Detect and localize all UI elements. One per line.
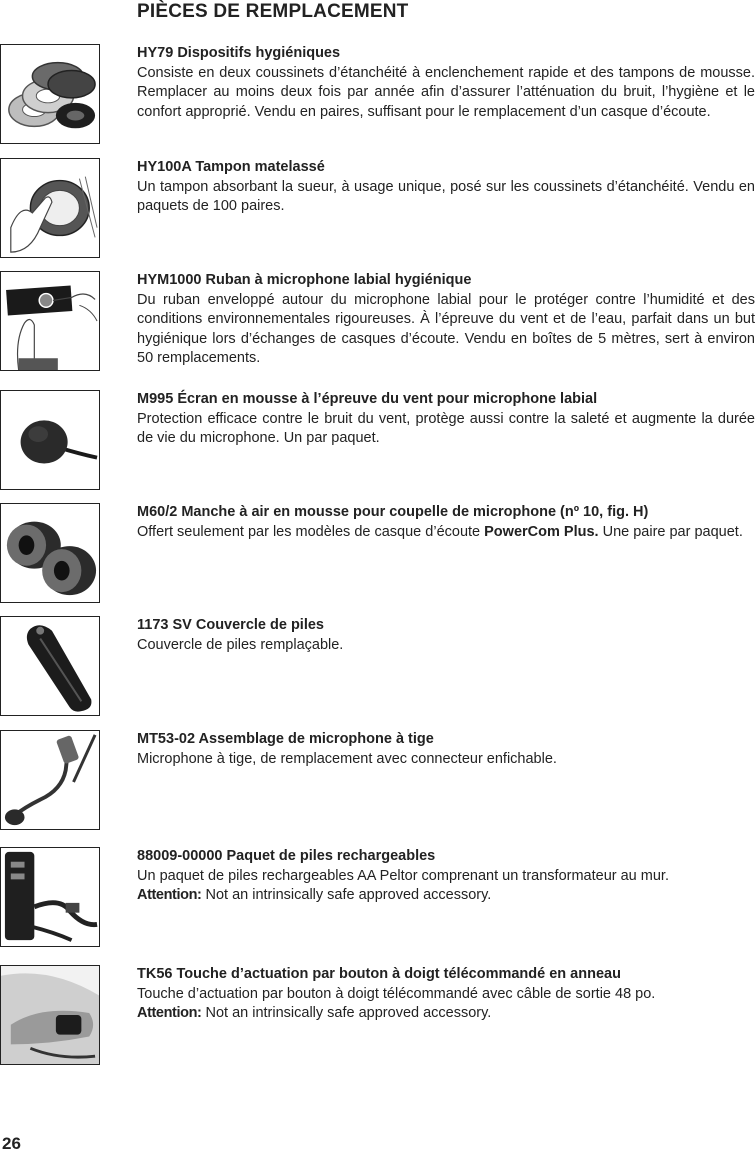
product-heading: 88009-00000 Paquet de piles rechargeables (137, 848, 436, 864)
product-item-mt53-02 (0, 730, 756, 832)
product-description: Microphone à tige, de remplacement avec connecteur enfichable. (137, 750, 557, 767)
product-description: Offert seulement par les modèles de casque d’écoute PowerCom Plus. Une paire par paquet. (137, 523, 743, 540)
foam-windscreen-icon (1, 391, 99, 489)
page-number: 26 (2, 1134, 21, 1153)
product-image (0, 616, 100, 716)
product-heading: MT53-02 Assemblage de microphone à tige (137, 731, 434, 747)
product-heading: M995 Écran en mousse à l’épreuve du vent pour microphone labial (137, 391, 598, 407)
attention-note: Attention: Not an intrinsically safe approved accessory. (137, 887, 492, 903)
finger-ptt-button-icon (1, 966, 99, 1064)
product-image (0, 503, 100, 603)
product-item-1173sv (0, 616, 756, 718)
product-description: Couvercle de piles remplaçable. (137, 636, 344, 653)
battery-charger-icon (1, 848, 99, 946)
product-description: Un tampon absorbant la sueur, à usage unique, posé sur les coussinets d’étanchéité. Vendu en paquets de 100 paires. (137, 178, 755, 214)
product-image (0, 965, 100, 1065)
product-image (0, 847, 100, 947)
product-image (0, 730, 100, 830)
attention-note: Attention: Not an intrinsically safe approved accessory. (137, 1005, 492, 1021)
product-item-m995 (0, 390, 756, 492)
product-image (0, 390, 100, 490)
product-image (0, 271, 100, 371)
battery-cover-icon (1, 617, 99, 715)
product-item-88009-00000 (0, 847, 756, 949)
product-heading: HYM1000 Ruban à microphone labial hygiénique (137, 272, 472, 288)
product-item-tk56 (0, 965, 756, 1067)
ear-cushions-icon (1, 45, 99, 143)
product-description: Consiste en deux coussinets d’étanchéité à enclenchement rapide et des tampons de mousse. Remplacer au moins deux fois par année afin d’assurer l’atténuation du bruit, l’hygiène et le confort approprié. Vendu en paires, suffisant pour le remplacement d’un casque d’écoute. (137, 64, 755, 120)
product-item-m60-2 (0, 503, 756, 605)
product-item-hy100a (0, 158, 756, 260)
product-heading: M60/2 Manche à air en mousse pour coupelle de microphone (nº 10, fig. H) (137, 504, 649, 520)
product-description: Touche d’actuation par bouton à doigt télécommandé avec câble de sortie 48 po. (137, 985, 656, 1002)
product-description: Un paquet de piles rechargeables AA Peltor comprenant un transformateur au mur. (137, 867, 669, 884)
product-heading: TK56 Touche d’actuation par bouton à doigt télécommandé en anneau (137, 966, 621, 982)
product-heading: 1173 SV Couvercle de piles (137, 617, 324, 633)
product-item-hym1000 (0, 271, 756, 373)
page-title: PIÈCES DE REMPLACEMENT (137, 1, 409, 22)
product-item-hy79 (0, 44, 756, 146)
foam-sleeves-icon (1, 504, 99, 602)
product-image (0, 158, 100, 258)
product-image (0, 44, 100, 144)
hygiene-pad-icon (1, 159, 99, 257)
product-heading: HY100A Tampon matelassé (137, 159, 325, 175)
product-description: Du ruban enveloppé autour du microphone labial pour le protéger contre l’humidité et des conditions environnementales rigoureuses. À l’épreuve du vent et de l’eau, parfait dans un but hygiénique lors d’échanges de casques d’écoute. Vendu en boîtes de 5 mètres, sert à environ 50 remplacements. (137, 291, 755, 366)
boom-microphone-icon (1, 731, 99, 829)
microphone-tape-icon (1, 272, 99, 370)
product-heading: HY79 Dispositifs hygiéniques (137, 45, 341, 61)
product-description: Protection efficace contre le bruit du vent, protège aussi contre la saleté et augmente la durée de vie du microphone. Un par paquet. (137, 410, 755, 446)
